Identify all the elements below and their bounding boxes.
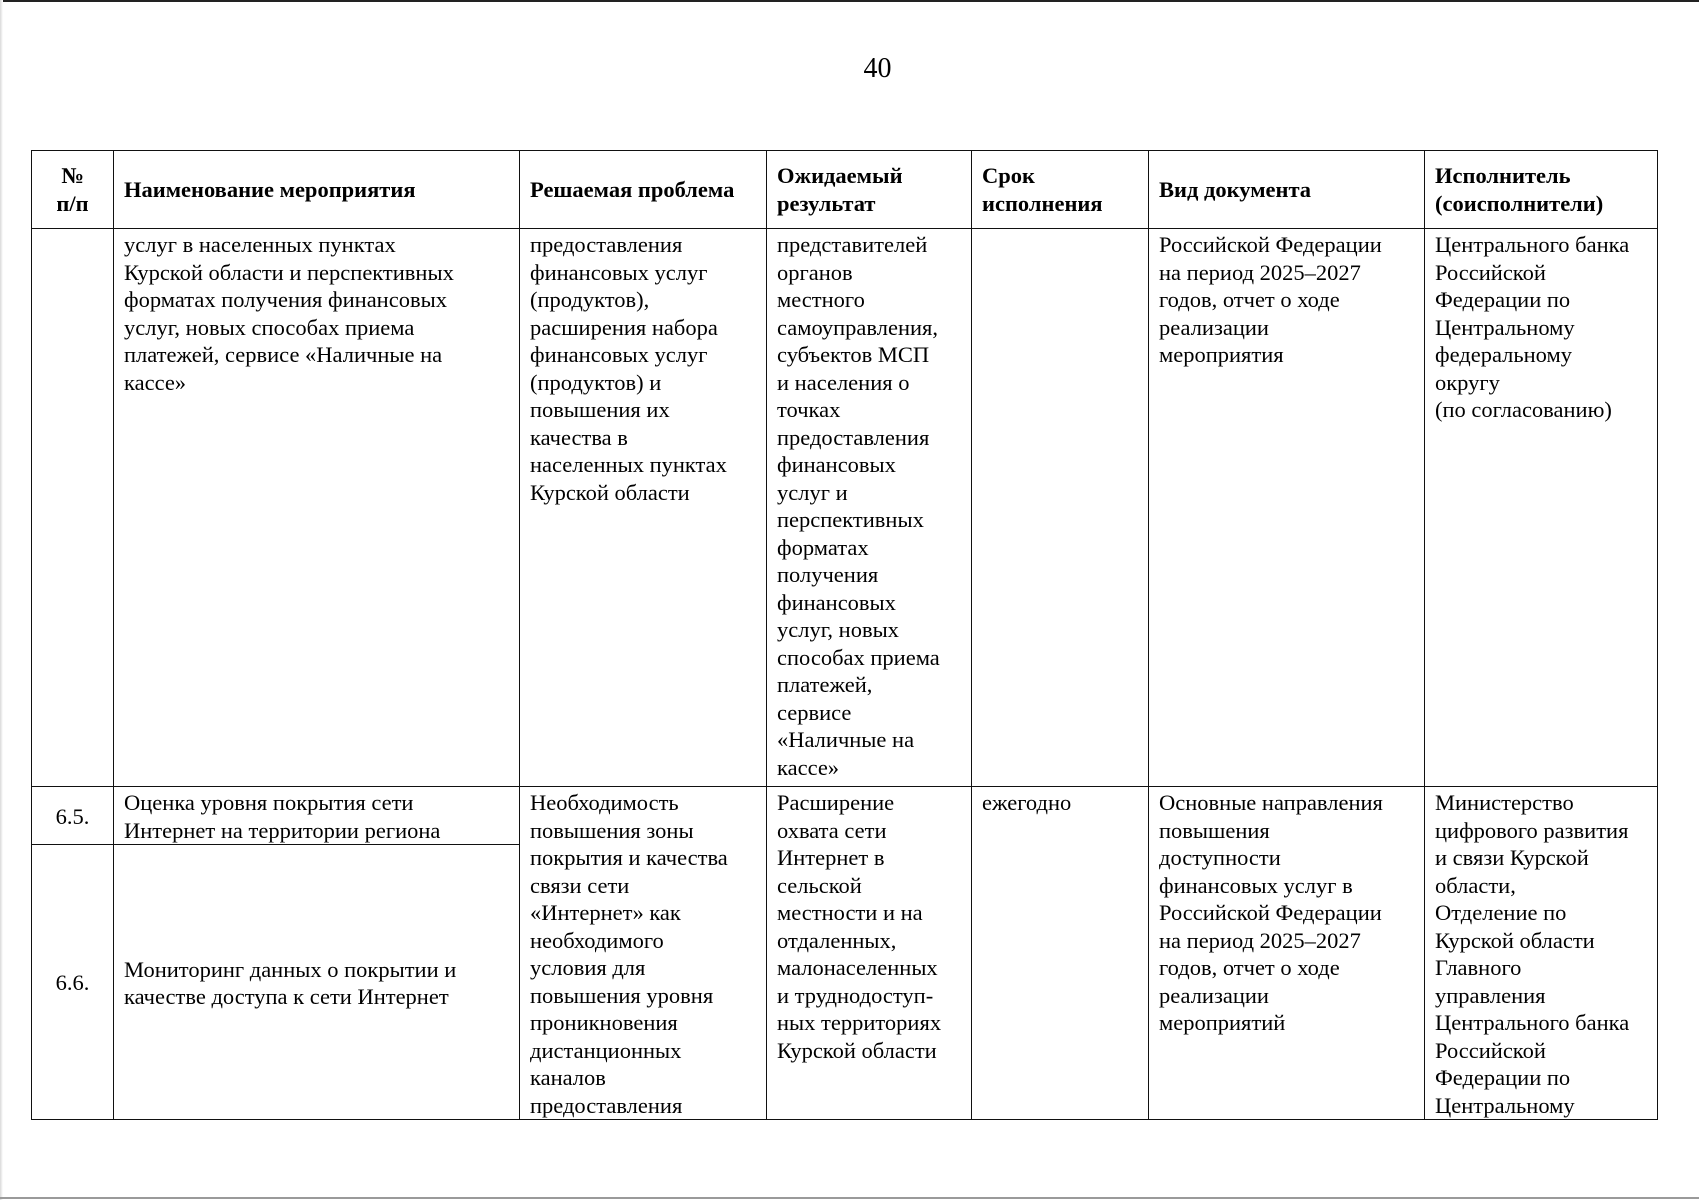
header-executor: Исполнитель (соисполнители)	[1425, 151, 1658, 229]
table-header-row	[32, 151, 1658, 229]
cell-result-6-5-6-6: Расширение охвата сети Интернет в сельской местности и на отдаленных, малонаселенных и труднодоступ- ных территориях Курской области	[767, 787, 972, 1120]
header-result: Ожидаемый результат	[767, 151, 972, 229]
cell-name-6-6: Мониторинг данных о покрытии и качестве доступа к сети Интернет	[114, 845, 520, 1120]
cell-deadline	[972, 229, 1149, 787]
table-row-continuation	[32, 229, 1658, 787]
cell-num-6-6: 6.6.	[32, 845, 114, 1120]
header-name: Наименование мероприятия	[114, 151, 520, 229]
cell-problem-6-5-6-6: Необходимость повышения зоны покрытия и качества связи сети «Интернет» как необходимого условия для повышения уровня проникновения дистанционных каналов предоставления	[520, 787, 767, 1120]
cell-executor-6-5-6-6: Министерство цифрового развития и связи Курской области, Отделение по Курской области Главного управления Центрального банка Российской Федерации по Центральному	[1425, 787, 1658, 1120]
cell-problem: предоставления финансовых услуг (продуктов), расширения набора финансовых услуг (продуктов) и повышения их качества в населенных пунктах Курской области	[520, 229, 767, 787]
measures-table	[31, 150, 1658, 1120]
cell-document-6-5-6-6: Основные направления повышения доступности финансовых услуг в Российской Федерации на период 2025–2027 годов, отчет о ходе реализации мероприятий	[1149, 787, 1425, 1120]
header-problem: Решаемая проблема	[520, 151, 767, 229]
cell-result: представителей органов местного самоуправления, субъектов МСП и населения о точках предоставления финансовых услуг и перспективных форматах получения финансовых услуг, новых способах приема платежей, сервисе «Наличные на кассе»	[767, 229, 972, 787]
cell-executor: Центрального банка Российской Федерации по Центральному федеральному округу (по согласованию)	[1425, 229, 1658, 787]
cell-deadline-6-5-6-6: ежегодно	[972, 787, 1149, 1120]
scan-edge-top	[0, 0, 1699, 2]
scan-edge-left	[0, 0, 3, 1200]
header-num: № п/п	[32, 151, 114, 229]
cell-num-6-5: 6.5.	[32, 787, 114, 845]
cell-name-6-5: Оценка уровня покрытия сети Интернет на территории региона	[114, 787, 520, 845]
header-document: Вид документа	[1149, 151, 1425, 229]
cell-name: услуг в населенных пунктах Курской области и перспективных форматах получения финансовых услуг, новых способах приема платежей, сервисе «Наличные на кассе»	[114, 229, 520, 787]
table-row-6-5	[32, 787, 1658, 845]
cell-num	[32, 229, 114, 787]
cell-document: Российской Федерации на период 2025–2027 годов, отчет о ходе реализации мероприятия	[1149, 229, 1425, 787]
header-deadline: Срок исполнения	[972, 151, 1149, 229]
page-number: 40	[863, 53, 892, 84]
scan-edge-bottom	[0, 1197, 1699, 1199]
